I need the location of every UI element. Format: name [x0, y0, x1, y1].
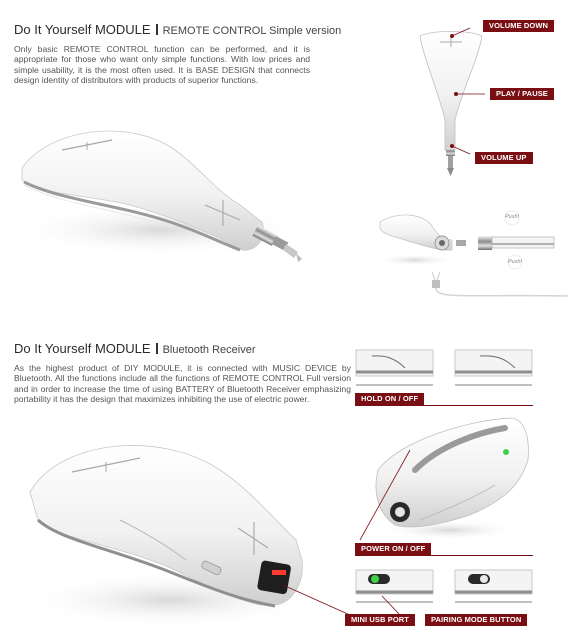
section2-description: As the highest product of DIY MODULE, it is connected with MUSIC DEVICE by Bluetooth. All the functions include all the functions of REMOTE CONTROL Full version and in order to increase the time of using BATTERY of Bluetooth Receiver emphasizing portability it has the design that maximizes inhibiting the use of electric power. [14, 363, 351, 405]
power-underline [355, 555, 533, 556]
hold-on-off-label: HOLD ON / OFF [355, 393, 424, 405]
mini-usb-port-label: MINI USB PORT [345, 614, 415, 626]
play-pause-dot [454, 92, 458, 96]
title-separator [156, 343, 158, 354]
section1-description: Only basic REMOTE CONTROL function can be performed, and it is appropriate for those who want only simple functions. With low prices and simple usability, it is the most often used. It is BASE DESIGN that connects design identity of distributors with products of superior functions. [14, 44, 310, 86]
push-label-top: Push! [505, 214, 520, 220]
volume-up-dot [450, 144, 454, 148]
section2-title [14, 341, 256, 356]
play-pause-label: PLAY / PAUSE [490, 88, 554, 100]
section1-title-sub: REMOTE CONTROL Simple version [162, 25, 342, 37]
hold-underline [355, 405, 533, 406]
section2-title-main: Do It Yourself MODULE [14, 341, 151, 356]
section1-title-main: Do It Yourself MODULE [14, 22, 151, 37]
section2-title-sub: Bluetooth Receiver [162, 344, 256, 356]
pairing-mode-button-label: PAIRING MODE BUTTON [425, 614, 527, 626]
power-on-off-label: POWER ON / OFF [355, 543, 431, 555]
volume-down-dot [450, 34, 454, 38]
push-label-bottom: Push! [508, 259, 523, 265]
volume-up-label: VOLUME UP [475, 152, 533, 164]
volume-down-label: VOLUME DOWN [483, 20, 554, 32]
